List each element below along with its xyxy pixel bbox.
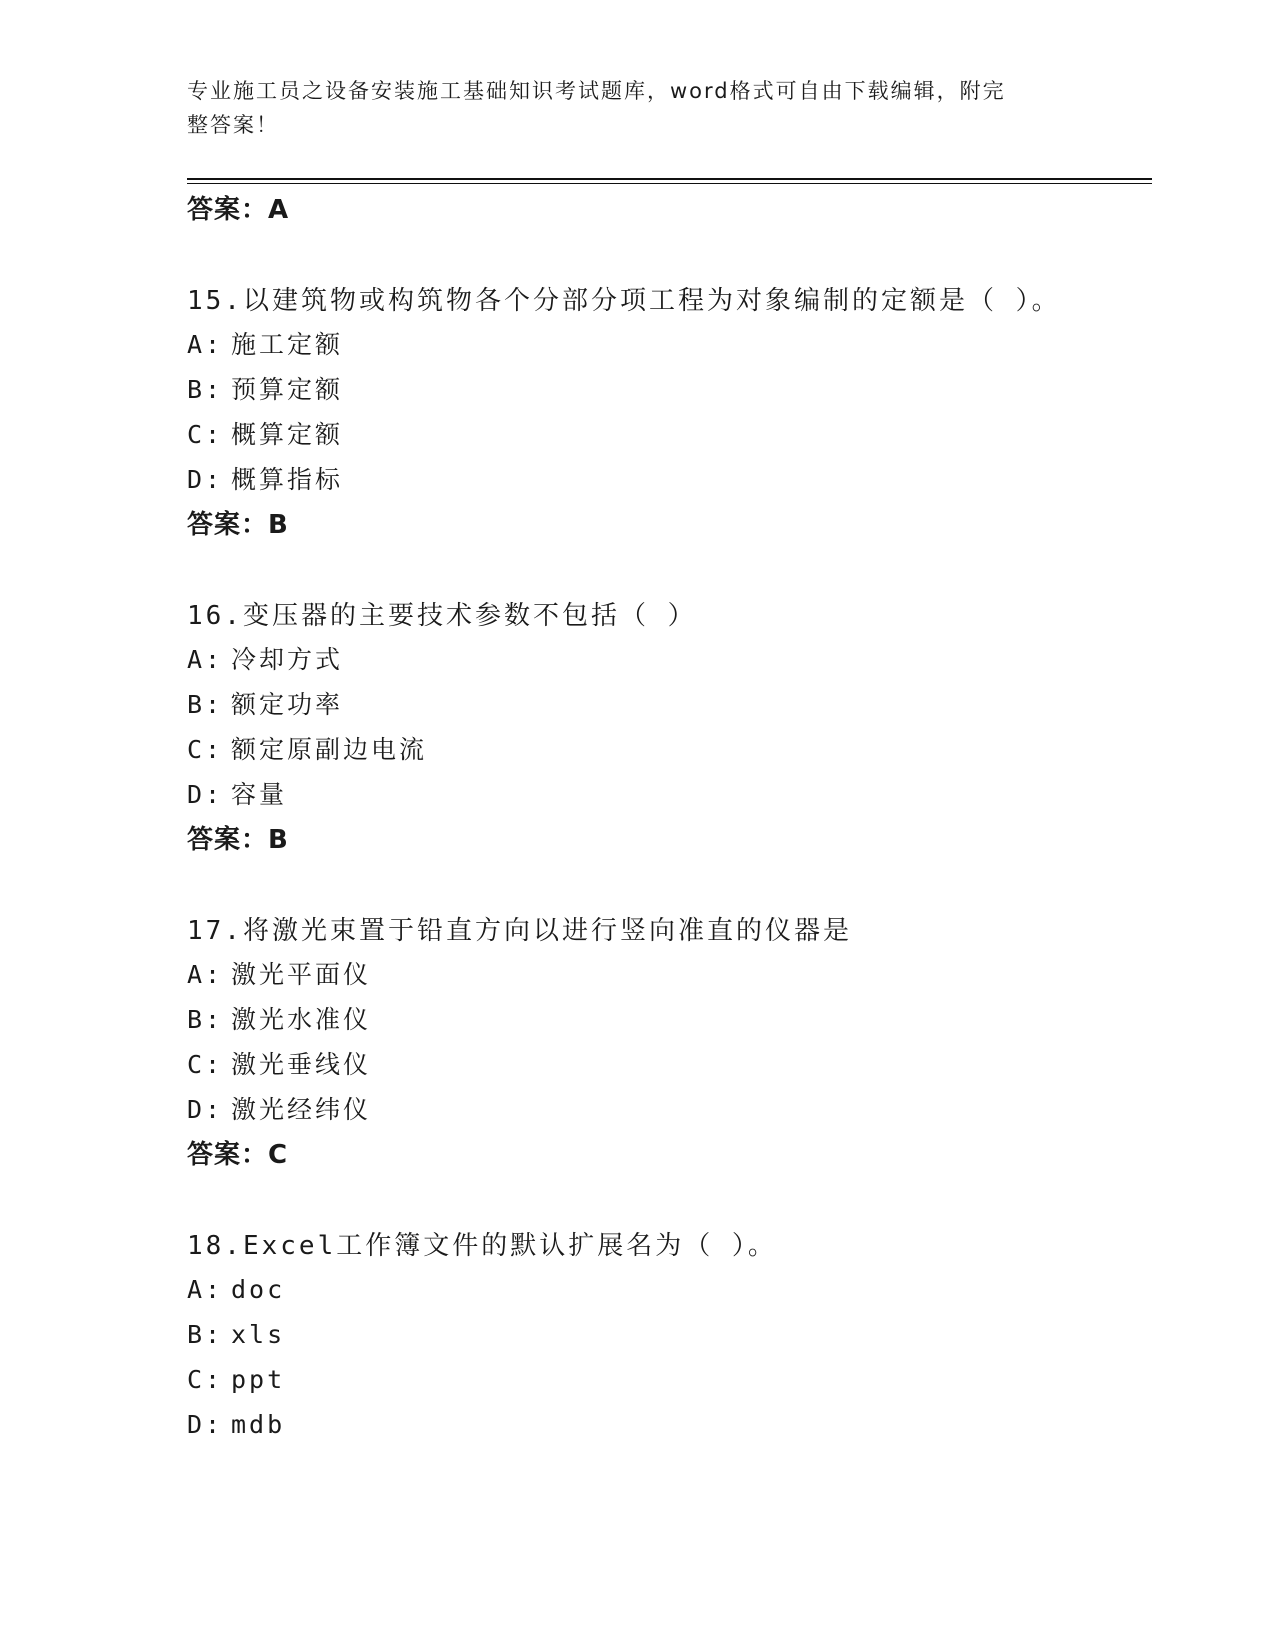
question-15-option-b [187,373,343,407]
option-text: mdb [231,1410,286,1439]
option-key: B: [187,690,224,719]
option-key: A: [187,645,224,674]
option-text: 冷却方式 [231,645,344,674]
option-text: 额定原副边电流 [231,735,428,764]
question-16-option-b [187,688,343,722]
option-text: 激光平面仪 [231,960,372,989]
option-key: A: [187,960,224,989]
option-text: 容量 [231,780,288,809]
answer-17: 答案：C [187,1140,289,1170]
option-text: 施工定额 [231,330,344,359]
answer-16: 答案：B [187,825,289,855]
option-text: 激光水准仪 [231,1005,372,1034]
question-17-option-c [187,1048,371,1082]
question-18-option-a [187,1273,285,1307]
option-key: D: [187,1095,224,1124]
question-15-option-c [187,418,343,452]
header-line-2: 整答案！ [187,113,279,137]
question-17-option-b [187,1003,371,1037]
option-key: B: [187,1320,224,1349]
question-16-option-d [187,778,287,812]
option-text: xls [231,1320,286,1349]
option-key: C: [187,1050,224,1079]
answer-15: 答案：B [187,510,289,540]
header-rule-thin [187,183,1152,184]
option-text: 激光垂线仪 [231,1050,372,1079]
question-15-option-d [187,463,343,497]
option-key: A: [187,1275,224,1304]
option-key: C: [187,735,224,764]
option-key: D: [187,465,224,494]
question-15-option-a [187,328,343,362]
question-16-option-a [187,643,343,677]
document-header [187,74,1077,142]
question-18-option-b [187,1318,285,1352]
question-18-option-d [187,1408,285,1442]
header-rule-thick [187,178,1152,180]
option-text: 概算定额 [231,420,344,449]
question-15-stem: 15.以建筑物或构筑物各个分部分项工程为对象编制的定额是（ ）。 [187,286,1061,316]
question-18-option-c [187,1363,285,1397]
question-16-option-c [187,733,427,767]
option-text: 额定功率 [231,690,344,719]
option-text: 概算指标 [231,465,344,494]
question-17-option-a [187,958,371,992]
question-17-option-d [187,1093,371,1127]
option-key: D: [187,1410,224,1439]
answer-14: 答案：A [187,195,290,225]
option-text: ppt [231,1365,286,1394]
option-key: B: [187,1005,224,1034]
question-16-stem: 16.变压器的主要技术参数不包括（ ） [187,601,697,631]
option-key: D: [187,780,224,809]
question-18-stem: 18.Excel工作簿文件的默认扩展名为（ ）。 [187,1231,777,1261]
header-line-1: 专业施工员之设备安装施工基础知识考试题库，word格式可自由下载编辑，附完 [187,79,1006,103]
option-text: doc [231,1275,286,1304]
option-key: B: [187,375,224,404]
option-key: C: [187,1365,224,1394]
option-key: C: [187,420,224,449]
option-text: 预算定额 [231,375,344,404]
option-text: 激光经纬仪 [231,1095,372,1124]
option-key: A: [187,330,224,359]
question-17-stem: 17.将激光束置于铅直方向以进行竖向准直的仪器是 [187,916,852,946]
